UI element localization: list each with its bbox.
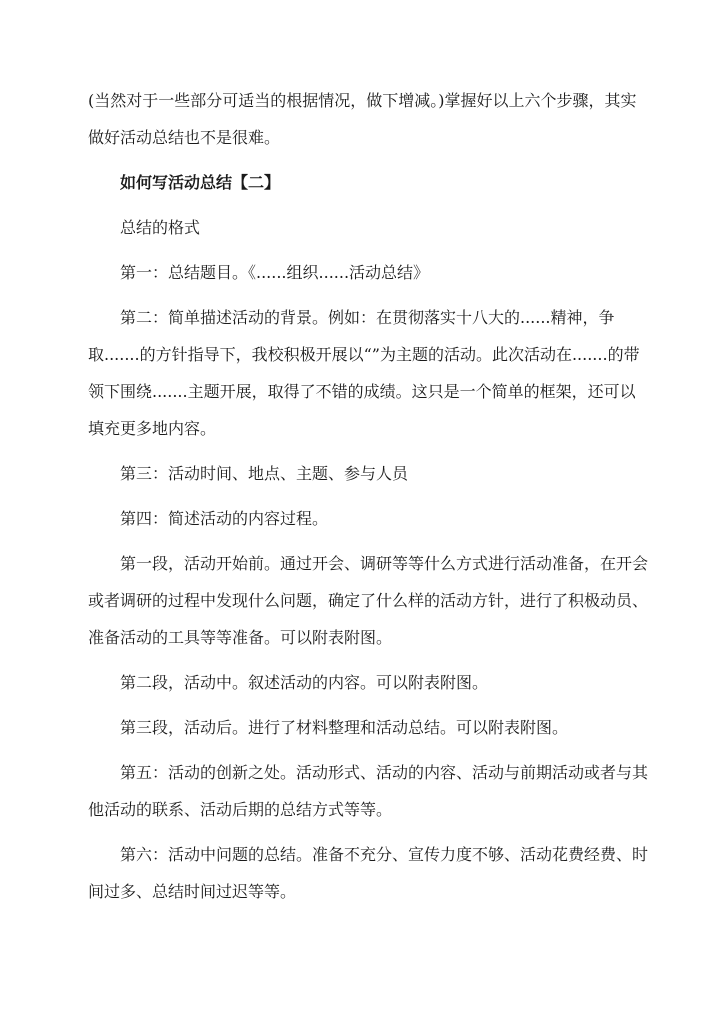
step-one-paragraph: 第一：总结题目。《......组织......活动总结》	[120, 263, 430, 282]
section-one-paragraph: 第一段，活动开始前。通过开会、调研等等什么方式进行活动准备，在开会或者调研的过程中发现什么问题，确定了什么样的活动方针，进行了积极动员、准备活动的工具等等准备。可以附表附图。	[88, 554, 649, 647]
step-two-paragraph: 第二：简单描述活动的背景。例如：在贯彻落实十八大的......精神，争取.......的方针指导下，我校积极开展以“”为主题的活动。此次活动在.......的带领下围绕.......主题开展，取得了不错的成绩。这只是一个简单的框架，还可以填充更多地内容。	[88, 308, 640, 438]
section-heading: 如何写活动总结【二】	[120, 173, 281, 192]
section-two-paragraph: 第二段，活动中。叙述活动的内容。可以附表附图。	[120, 673, 489, 692]
step-five-paragraph: 第五：活动的创新之处。活动形式、活动的内容、活动与前期活动或者与其他活动的联系、活动后期的总结方式等等。	[88, 763, 649, 819]
intro-paragraph: (当然对于一些部分可适当的根据情况，做下增减。)掌握好以上六个步骤，其实做好活动总结也不是很难。	[88, 91, 637, 147]
format-title: 总结的格式	[120, 218, 201, 237]
step-three-paragraph: 第三：活动时间、地点、主题、参与人员	[120, 464, 409, 483]
step-six-paragraph: 第六：活动中问题的总结。准备不充分、宣传力度不够、活动花费经费、时间过多、总结时间过迟等等。	[88, 845, 649, 901]
step-four-paragraph: 第四：简述活动的内容过程。	[120, 509, 329, 528]
section-three-paragraph: 第三段，活动后。进行了材料整理和活动总结。可以附表附图。	[120, 718, 569, 737]
document-page	[88, 82, 648, 910]
